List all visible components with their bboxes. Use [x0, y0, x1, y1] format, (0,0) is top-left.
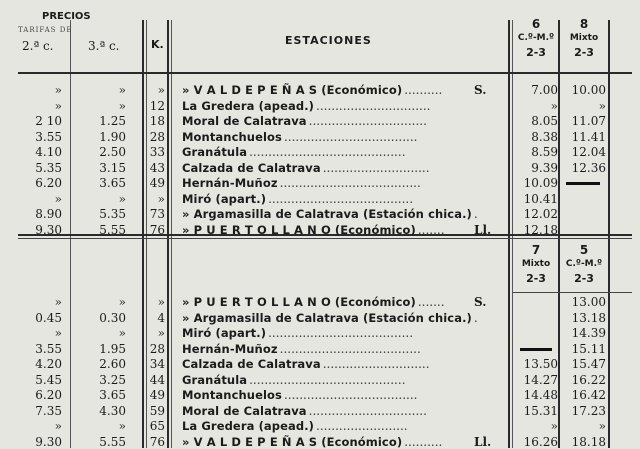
- service-flag: Ll.: [474, 222, 492, 237]
- departure-time: 18.18: [571, 434, 606, 449]
- price-2nd-class: 4.10: [35, 145, 62, 159]
- leader-dots: ..........: [404, 84, 443, 97]
- train8-type: Mixto: [569, 33, 599, 43]
- col-header-km: K.: [151, 38, 164, 51]
- kilometre: »: [157, 83, 165, 97]
- departure-time: 14.27: [523, 372, 558, 387]
- leader-dots: .........................................: [249, 373, 406, 387]
- departure-time: 15.11: [571, 341, 606, 356]
- kilometre: 76: [149, 222, 165, 237]
- leader-dots: ........................: [316, 420, 408, 433]
- departure-time: 13.18: [571, 310, 606, 325]
- leader-dots: ..............................: [316, 99, 431, 113]
- station-name: » Argamasilla de Calatrava (Estación chica.): [182, 310, 472, 325]
- leader-dots: ............................: [322, 161, 430, 175]
- price-3rd-class: 1.90: [99, 129, 126, 144]
- departure-time: 12.36: [571, 160, 606, 175]
- train5-type: C.º-M.º: [565, 259, 603, 269]
- station-name: » P U E R T O L L A N O (Económico): [182, 295, 416, 309]
- kilometre: 33: [149, 145, 165, 159]
- price-3rd-class: 0.30: [99, 310, 126, 325]
- departure-time: 15.47: [571, 357, 606, 371]
- price-3rd-class: 3.15: [99, 160, 126, 175]
- no-service-bar: [520, 348, 552, 351]
- kilometre: 49: [149, 176, 165, 190]
- kilometre: 76: [149, 434, 165, 449]
- kilometre: 34: [149, 357, 165, 371]
- kilometre: 49: [149, 388, 165, 402]
- departure-time: 16.26: [523, 434, 558, 449]
- price-2nd-class: 0.45: [35, 310, 62, 325]
- train6-number: 6: [531, 17, 541, 31]
- service-flag: Ll.: [474, 434, 492, 449]
- kilometre: »: [157, 295, 165, 309]
- price-2nd-class: 5.45: [35, 372, 62, 387]
- col-header-2c: 2.ª c.: [22, 39, 54, 53]
- price-2nd-class: 3.55: [35, 129, 62, 144]
- kilometre: 28: [149, 341, 165, 356]
- price-2nd-class: 9.30: [35, 222, 62, 237]
- precios-sublabel: TARIFAS DE: [18, 26, 73, 34]
- station-name: » P U E R T O L L A N O (Económico): [182, 222, 416, 237]
- station-name: La Gredera (apead.): [182, 98, 315, 113]
- no-service-bar: [566, 182, 600, 185]
- leader-dots: .....................................: [279, 342, 421, 356]
- station-name: Granátula: [182, 372, 248, 387]
- station-name: Montanchuelos: [182, 388, 282, 402]
- price-3rd-class: 2.50: [99, 145, 126, 159]
- leader-dots: .......: [417, 223, 445, 237]
- train5-number: 5: [579, 243, 589, 257]
- station-name: » V A L D E P E Ñ A S (Económico): [182, 434, 403, 449]
- departure-time: »: [598, 419, 606, 433]
- price-2nd-class: »: [54, 419, 62, 433]
- departure-time: »: [598, 98, 606, 113]
- price-3rd-class: »: [118, 191, 126, 206]
- departure-time: 10.41: [523, 191, 558, 206]
- departure-time: 10.00: [571, 83, 606, 97]
- kilometre: 59: [149, 403, 165, 418]
- price-2nd-class: 9.30: [35, 434, 62, 449]
- train8-number: 8: [579, 17, 589, 31]
- departure-time: 7.00: [531, 83, 558, 97]
- price-3rd-class: 2.60: [99, 357, 126, 371]
- price-3rd-class: »: [118, 295, 126, 309]
- kilometre: »: [157, 326, 165, 340]
- price-3rd-class: 1.25: [99, 114, 126, 128]
- precios-label: PRECIOS: [42, 11, 91, 22]
- kilometre: 65: [149, 419, 165, 433]
- station-name: Moral de Calatrava: [182, 114, 307, 128]
- departure-time: 14.48: [523, 388, 558, 402]
- station-name: Moral de Calatrava: [182, 403, 307, 418]
- departure-time: 14.39: [571, 326, 606, 340]
- price-2nd-class: 5.35: [35, 160, 62, 175]
- departure-time: 8.38: [531, 129, 558, 144]
- station-name: » V A L D E P E Ñ A S (Económico): [182, 83, 403, 97]
- price-2nd-class: 8.90: [35, 207, 62, 221]
- train5-class: 2-3: [574, 272, 594, 285]
- departure-time: 16.22: [571, 372, 606, 387]
- departure-time: »: [550, 98, 558, 113]
- rule-section-divider-double: [18, 238, 632, 239]
- price-3rd-class: 3.65: [99, 176, 126, 190]
- departure-time: 12.18: [523, 222, 558, 237]
- kilometre: 73: [149, 207, 165, 221]
- departure-time: 12.02: [523, 207, 558, 221]
- kilometre: 28: [149, 129, 165, 144]
- departure-time: 16.42: [571, 388, 606, 402]
- leader-dots: ......................................: [268, 327, 414, 340]
- kilometre: 18: [149, 114, 165, 128]
- service-flag: S.: [474, 295, 487, 309]
- leader-dots: ...............................: [308, 404, 427, 418]
- station-name: Miró (apart.): [182, 326, 267, 340]
- col-header-3c: 3.ª c.: [88, 39, 120, 53]
- leader-dots: ......................................: [268, 192, 414, 206]
- departure-time: 12.04: [571, 145, 606, 159]
- price-3rd-class: 5.35: [99, 207, 126, 221]
- price-3rd-class: 3.25: [99, 372, 126, 387]
- price-3rd-class: »: [118, 326, 126, 340]
- col-header-estaciones: ESTACIONES: [285, 34, 372, 47]
- leader-dots: .......: [417, 296, 445, 309]
- leader-dots: ............................: [322, 358, 430, 371]
- leader-dots: ..........: [404, 435, 443, 449]
- price-2nd-class: 4.20: [35, 357, 62, 371]
- departure-time: 11.07: [571, 114, 606, 128]
- price-3rd-class: 5.55: [99, 222, 126, 237]
- price-2nd-class: »: [54, 191, 62, 206]
- rule-header2-bottom: [513, 292, 632, 293]
- price-3rd-class: 4.30: [99, 403, 126, 418]
- leader-dots: ...................................: [283, 130, 418, 144]
- departure-time: 15.31: [523, 403, 558, 418]
- kilometre: 43: [149, 160, 165, 175]
- station-name: Granátula: [182, 145, 248, 159]
- price-2nd-class: »: [54, 295, 62, 309]
- price-3rd-class: 3.65: [99, 388, 126, 402]
- leader-dots: .: [473, 311, 478, 325]
- station-name: Hernán-Muñoz: [182, 176, 278, 190]
- station-name: Hernán-Muñoz: [182, 341, 278, 356]
- departure-time: 13.00: [571, 295, 606, 309]
- price-3rd-class: 1.95: [99, 341, 126, 356]
- station-name: Calzada de Calatrava: [182, 357, 321, 371]
- price-2nd-class: »: [54, 326, 62, 340]
- price-3rd-class: »: [118, 419, 126, 433]
- leader-dots: ...................................: [283, 389, 418, 402]
- station-name: » Argamasilla de Calatrava (Estación chica.): [182, 207, 472, 221]
- leader-dots: ...............................: [308, 115, 427, 128]
- kilometre: »: [157, 191, 165, 206]
- train7-number: 7: [531, 243, 541, 257]
- price-2nd-class: »: [54, 98, 62, 113]
- train8-class: 2-3: [574, 46, 594, 59]
- kilometre: 12: [149, 98, 165, 113]
- train7-type: Mixto: [521, 259, 551, 269]
- kilometre: 44: [149, 372, 165, 387]
- leader-dots: .....................................: [279, 177, 421, 190]
- leader-dots: .: [473, 208, 478, 221]
- price-2nd-class: 6.20: [35, 176, 62, 190]
- station-name: Montanchuelos: [182, 129, 282, 144]
- price-3rd-class: 5.55: [99, 434, 126, 449]
- departure-time: 11.41: [571, 129, 606, 144]
- departure-time: 8.05: [531, 114, 558, 128]
- price-3rd-class: »: [118, 98, 126, 113]
- price-2nd-class: 2 10: [35, 114, 62, 128]
- station-name: Miró (apart.): [182, 191, 267, 206]
- station-name: La Gredera (apead.): [182, 419, 315, 433]
- price-3rd-class: »: [118, 83, 126, 97]
- train6-class: 2-3: [526, 46, 546, 59]
- kilometre: 4: [157, 310, 165, 325]
- train6-type: C.º-M.º: [517, 33, 555, 43]
- departure-time: 9.39: [531, 160, 558, 175]
- price-2nd-class: 7.35: [35, 403, 62, 418]
- departure-time: 8.59: [531, 145, 558, 159]
- price-2nd-class: 6.20: [35, 388, 62, 402]
- service-flag: S.: [474, 83, 487, 97]
- departure-time: 13.50: [523, 357, 558, 371]
- price-2nd-class: »: [54, 83, 62, 97]
- departure-time: 10.09: [523, 176, 558, 190]
- station-name: Calzada de Calatrava: [182, 160, 321, 175]
- price-2nd-class: 3.55: [35, 341, 62, 356]
- departure-time: »: [550, 419, 558, 433]
- rule-header-bottom: [18, 72, 632, 74]
- departure-time: 17.23: [571, 403, 606, 418]
- leader-dots: .........................................: [249, 146, 406, 159]
- train7-class: 2-3: [526, 272, 546, 285]
